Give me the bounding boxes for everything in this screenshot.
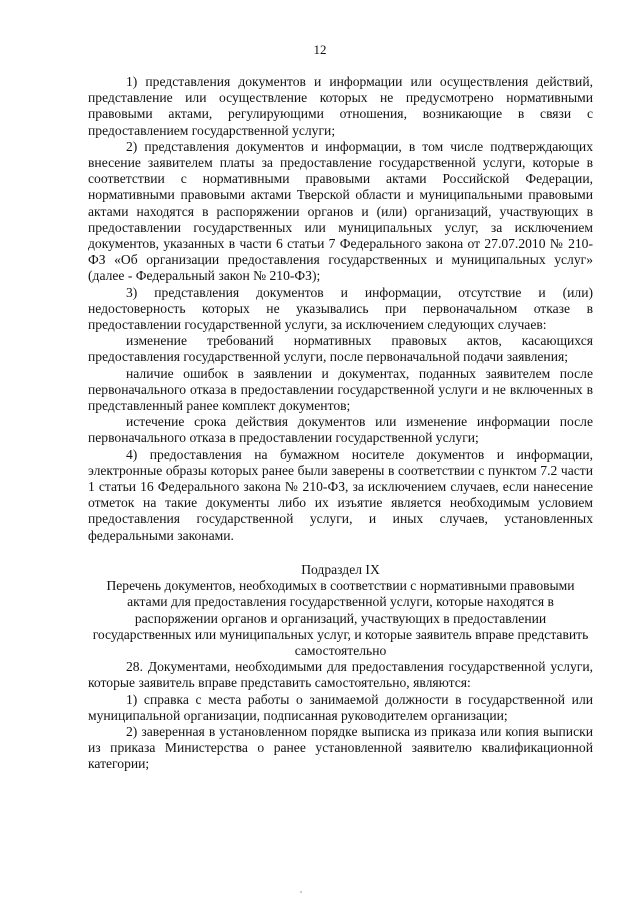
paragraph-28: 28. Документами, необходимыми для предоставления государственной услуги, которые заявитель вправе представить самостоятельно, являются: [88, 659, 593, 691]
paragraph-item-1: 1) представления документов и информации или осуществления действий, представление или осуществление которых не предусмотрено нормативными правовыми актами, регулирующими отношения, возникающие в связи с предоставлением государственной услуги; [88, 74, 593, 138]
page-number: 12 [313, 42, 327, 57]
paragraph-item-4: 4) предоставления на бумажном носителе документов и информации, электронные образы которых ранее были заверены в соответствии с пунктом 7.2 части 1 статьи 16 Федерального закона № 210-ФЗ, за исключением случаев, если нанесение отметок на такие документы либо их изъятие является необходимым условием предоставления государственной услуги, и иных случаев, установленных федеральными законами. [88, 446, 593, 543]
scan-speck [300, 891, 302, 893]
section-subtitle: Перечень документов, необходимых в соответствии с нормативными правовыми актами для предоставления государственной услуги, которые находятся в распоряжении органов и организаций, участвующих в предоставлении государственных или муниципальных услуг, и которые заявитель вправе представить самостоятельно [92, 578, 589, 658]
paragraph-exception-1: изменение требований нормативных правовых актов, касающихся предоставления государственной услуги, после первоначальной подачи заявления; [88, 333, 593, 365]
paragraph-item-3: 3) представления документов и информации, отсутствие и (или) недостоверность которых не указывались при первоначальном отказе в предоставлении государственной услуги, за исключением следующих случаев: [88, 284, 593, 333]
section-title: Подраздел IX [301, 561, 380, 577]
paragraph-28-item-2: 2) заверенная в установленном порядке выписка из приказа или копия выписки из приказа Министерства о ранее установленной заявителю квалификационной категории; [88, 723, 593, 772]
paragraph-exception-2: наличие ошибок в заявлении и документах, поданных заявителем после первоначального отказа в предоставлении государственной услуги и не включенных в представленный ранее комплект документов; [88, 365, 593, 414]
paragraph-exception-3: истечение срока действия документов или изменение информации после первоначального отказа в предоставлении государственной услуги; [88, 414, 593, 446]
paragraph-28-item-1: 1) справка с места работы о занимаемой должности в государственной или муниципальной организации, подписанная руководителем организации; [88, 691, 593, 723]
document-body [88, 74, 593, 773]
paragraph-item-2: 2) представления документов и информации, в том числе подтверждающих внесение заявителем платы за предоставление государственной услуги, которые в соответствии с нормативными правовыми актами Российской Федерации, нормативными правовыми актами Тверской области и муниципальными правовыми актами находятся в распоряжении органов и (или) организаций, участвующих в предоставлении государственных или муниципальных услуг, за исключением документов, указанных в части 6 статьи 7 Федерального закона от 27.07.2010 № 210-ФЗ «Об организации предоставления государственных и муниципальных услуг» (далее - Федеральный закон № 210-ФЗ); [88, 138, 593, 284]
